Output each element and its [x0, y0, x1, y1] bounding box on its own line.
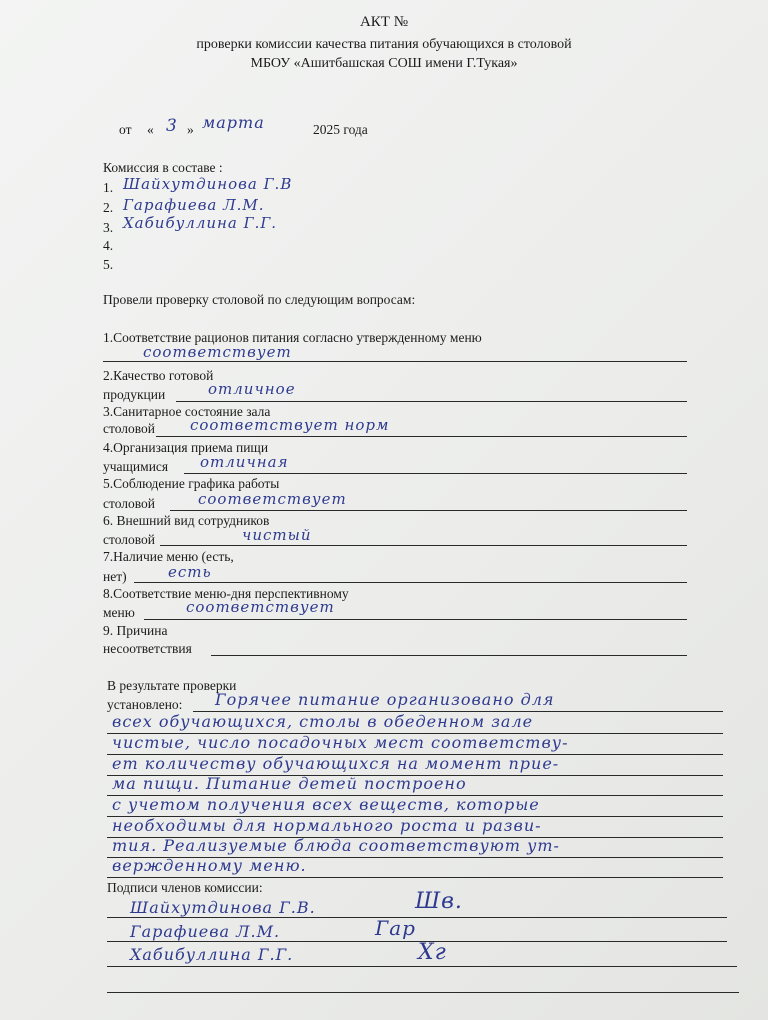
date-quote-open: «: [147, 122, 154, 137]
result-text-line: чистые, число посадочных мест соответству-: [112, 733, 569, 752]
question-2-answer: отличное: [208, 380, 296, 398]
question-4-label: учащимися: [103, 459, 169, 474]
school-name: МБОУ «Ашитбашская СОШ имени Г.Тукая»: [250, 56, 518, 71]
result-text-line: вержденному меню.: [112, 856, 307, 875]
answer-line: [211, 655, 687, 656]
result-text-line: ет количеству обучающихся на момент прие-: [112, 754, 560, 773]
member-name: Гарафиева Л.М.: [123, 196, 265, 214]
date-prefix: от: [119, 122, 132, 137]
signature-mark: Шв.: [415, 889, 463, 914]
answer-line: [103, 361, 687, 362]
member-name: Хабибуллина Г.Г.: [123, 214, 278, 232]
question-5-label: столовой: [103, 496, 156, 511]
question-6-label: столовой: [103, 532, 156, 547]
signer-name: Гарафиева Л.М.: [130, 922, 281, 941]
signer-name: Хабибуллина Г.Г.: [130, 945, 294, 964]
date-month: марта: [202, 113, 265, 132]
answer-line: [107, 877, 723, 878]
answer-line: [160, 545, 687, 546]
answer-line: [134, 582, 687, 583]
answer-line: [156, 436, 687, 437]
question-9-text: 9. Причина: [103, 623, 168, 638]
member-number: 2.: [103, 200, 114, 215]
result-text-line: с учетом получения всех веществ, которые: [112, 795, 540, 814]
date-year: 2025 года: [313, 122, 368, 137]
question-7-answer: есть: [168, 563, 212, 581]
question-8-label: меню: [103, 605, 135, 620]
answer-line: [184, 473, 687, 474]
question-3-answer: соответствует норм: [190, 416, 390, 434]
answer-line: [170, 510, 687, 511]
result-text-line: Горячее питание организовано для: [215, 690, 555, 709]
result-text-line: всех обучающихся, столы в обеденном зале: [112, 712, 534, 731]
question-4-text: 4.Организация приема пищи: [103, 440, 269, 455]
question-3-label: столовой: [103, 421, 156, 436]
signature-line: [107, 966, 737, 967]
signature-line: [107, 941, 727, 942]
signature-mark: Гар: [375, 916, 416, 940]
result-text-line: тия. Реализуемые блюда соответствуют ут-: [112, 836, 560, 855]
result-heading: В результате проверки: [107, 678, 237, 693]
question-7-label: нет): [103, 569, 127, 584]
member-number: 4.: [103, 238, 114, 253]
question-1-text: 1.Соответствие рационов питания согласно утвержденному меню: [103, 330, 482, 345]
signer-name: Шайхутдинова Г.В.: [130, 898, 316, 917]
question-9-label: несоответствия: [103, 641, 192, 656]
question-7-text: 7.Наличие меню (есть,: [103, 549, 234, 564]
question-8-answer: соответствует: [186, 598, 335, 616]
check-intro: Провели проверку столовой по следующим вопросам:: [103, 292, 416, 307]
act-title: АКТ №: [359, 14, 409, 30]
question-6-text: 6. Внешний вид сотрудников: [103, 513, 270, 528]
date-day: 3: [166, 116, 178, 136]
signature-mark: Хг: [418, 940, 447, 965]
act-subtitle: проверки комиссии качества питания обучающихся в столовой: [196, 37, 572, 52]
date-quote-close: »: [187, 122, 194, 137]
question-3-text: 3.Санитарное состояние зала: [103, 404, 271, 419]
question-8-text: 8.Соответствие меню-дня перспективному: [103, 586, 349, 601]
answer-line: [144, 619, 687, 620]
signature-line: [107, 992, 739, 993]
member-number: 1.: [103, 180, 114, 195]
member-name: Шайхутдинова Г.В: [123, 175, 293, 193]
result-text-line: ма пищи. Питание детей построено: [112, 774, 467, 793]
member-number: 5.: [103, 257, 114, 272]
answer-line: [176, 401, 687, 402]
question-2-text: 2.Качество готовой: [103, 368, 214, 383]
question-1-answer: соответствует: [143, 343, 292, 361]
commission-heading: Комиссия в составе :: [103, 160, 223, 175]
question-5-answer: соответствует: [198, 490, 347, 508]
signatures-heading: Подписи членов комиссии:: [107, 880, 263, 895]
result-text-line: необходимы для нормального роста и разви-: [112, 816, 542, 835]
result-label: установлено:: [107, 697, 183, 712]
question-5-text: 5.Соблюдение графика работы: [103, 476, 280, 491]
signature-line: [107, 917, 727, 918]
question-6-answer: чистый: [242, 526, 312, 544]
member-number: 3.: [103, 220, 114, 235]
question-2-label: продукции: [103, 387, 166, 402]
question-4-answer: отличная: [200, 453, 289, 471]
